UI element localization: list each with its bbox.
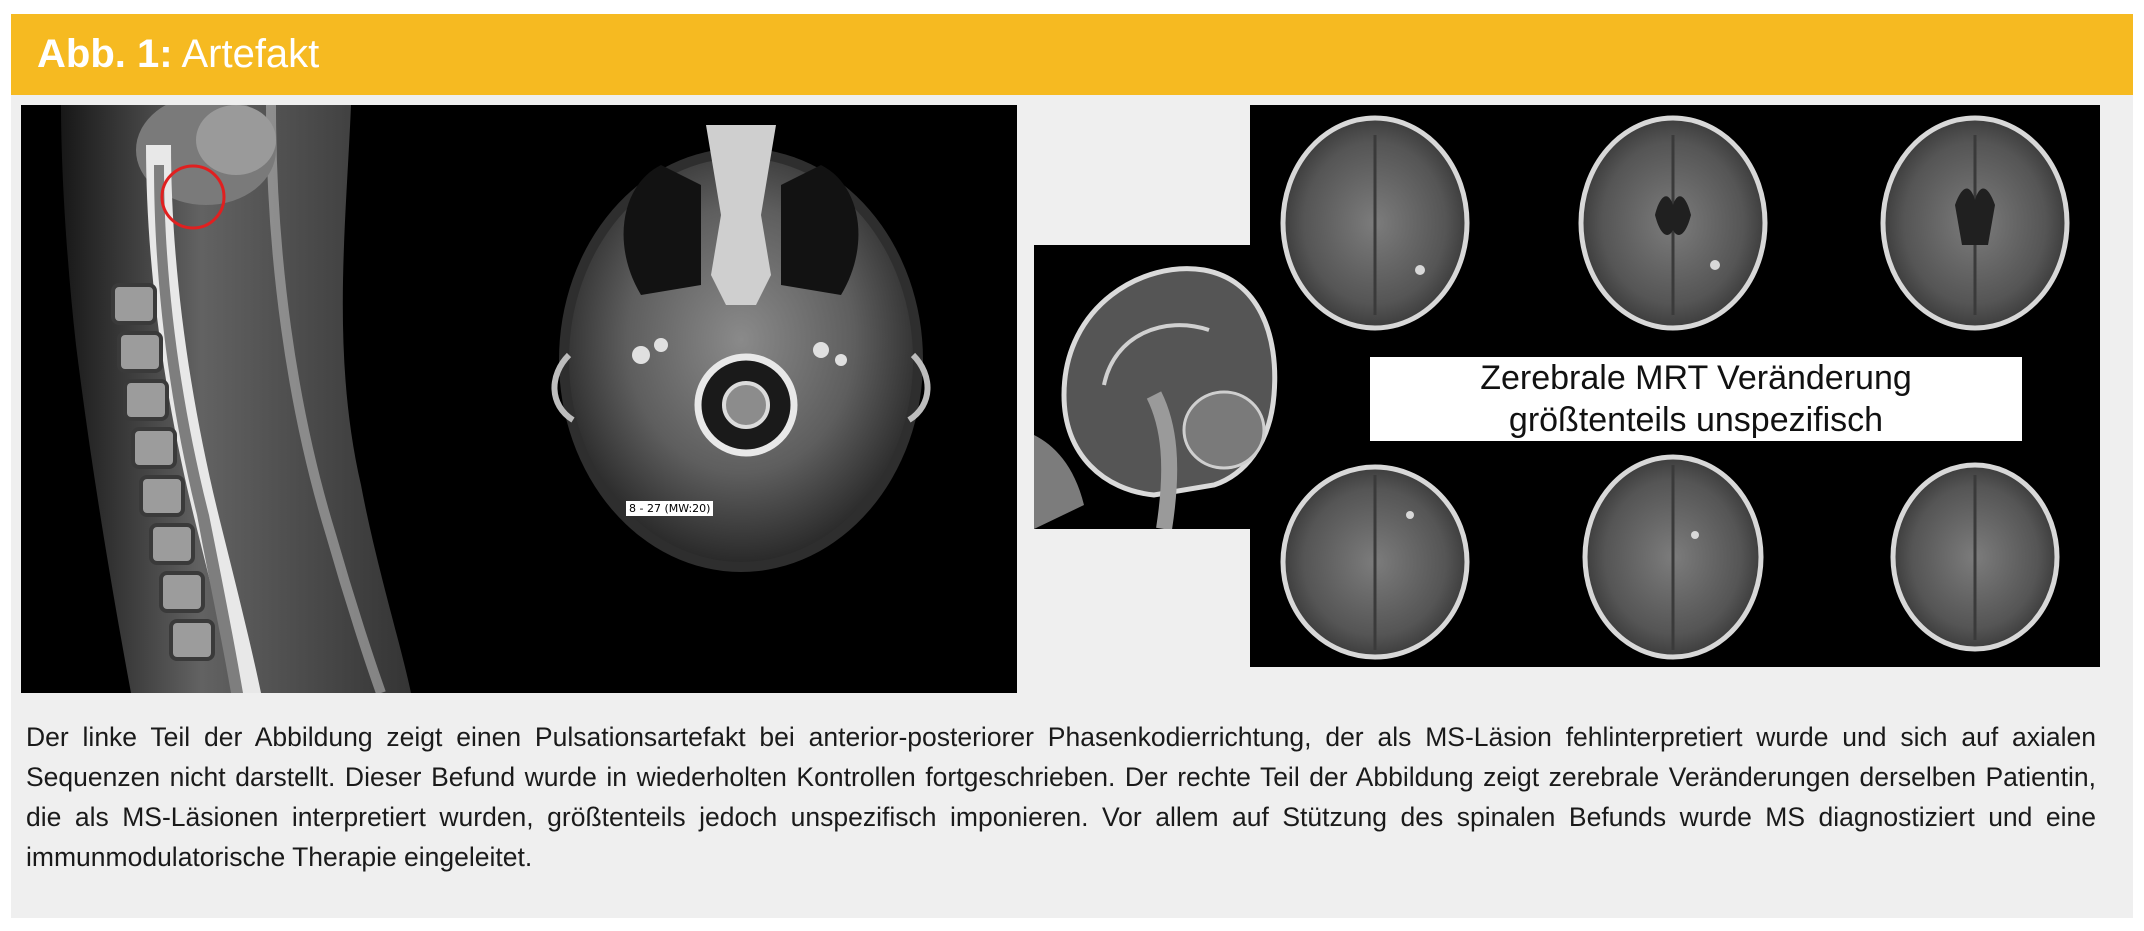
figure-header: [11, 14, 2133, 95]
measurement-label: 8 - 27 (MW:20): [626, 501, 713, 516]
figure-label: Abb. 1:: [37, 32, 173, 76]
sagittal-brain-image: [1034, 245, 1279, 529]
overlay-line-1: Zerebrale MRT Veränderung: [1480, 359, 1912, 397]
mri-overlay-label: [1370, 357, 2022, 441]
figure-title: [37, 32, 319, 77]
spine-mri-panel: [21, 105, 1017, 693]
spine-mri-image: [21, 105, 1017, 693]
sagittal-brain-panel: [1034, 245, 1279, 529]
overlay-line-2: größtenteils unspezifisch: [1508, 401, 1884, 439]
figure-title-text: Artefakt: [181, 32, 320, 76]
figure-caption: Der linke Teil der Abbildung zeigt einen Pulsationsartefakt bei anterior-posteriorer Phasenkodierrichtung, der als MS-Läsion fehlinterpretiert wurde und sich auf axialen Sequenzen nicht darstellt. Dieser Befund wurde in wiederholten Kontrollen fortgeschrieben. Der rechte Teil der Abbildung zeigt zerebrale Veränderungen derselben Patientin, die als MS-Läsionen interpretiert wurden, größtenteils jedoch unspezifisch imponieren. Vor allem auf Stützung des spinalen Befunds wurde MS diagnostiziert und eine immunmodulatorische Therapie eingeleitet.: [26, 722, 2096, 872]
